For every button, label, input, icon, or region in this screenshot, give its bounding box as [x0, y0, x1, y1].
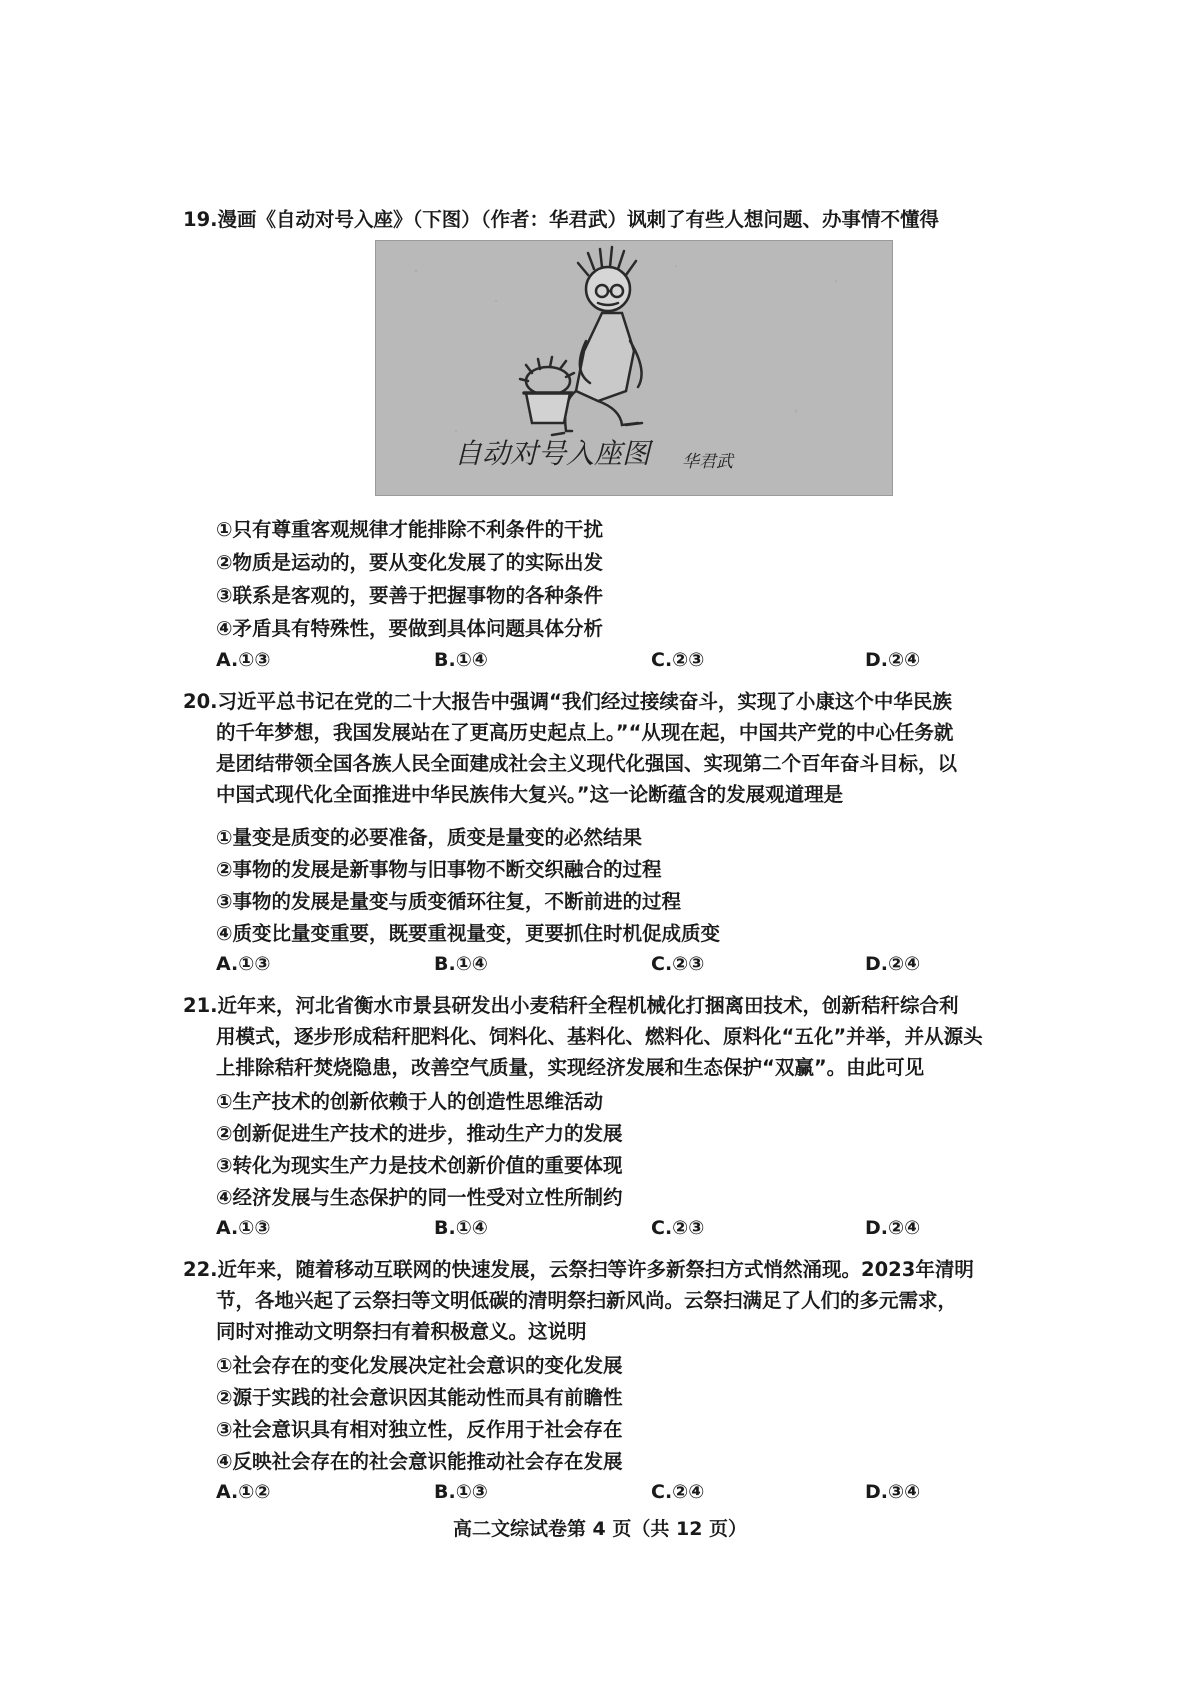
choice-d: D.②④ [865, 649, 921, 671]
q22-option-2: ②源于实践的社会意识因其能动性而具有前瞻性 [216, 1386, 623, 1409]
choice-b: B.①④ [434, 1217, 488, 1239]
choice-a: A.①③ [216, 953, 271, 975]
q20-option-1: ①量变是质变的必要准备，质变是量变的必然结果 [216, 826, 643, 849]
question-20-stem [183, 686, 1023, 810]
question-21-stem [183, 990, 1023, 1083]
question-19-stem [183, 204, 1023, 235]
choice-b: B.①④ [434, 649, 488, 671]
choice-d: D.②④ [865, 1217, 921, 1239]
q20-option-2: ②事物的发展是新事物与旧事物不断交织融合的过程 [216, 858, 662, 881]
stem-line: 中国式现代化全面推进中华民族伟大复兴。”这一论断蕴含的发展观道理是 [216, 783, 844, 806]
cartoon-drawing [376, 241, 892, 495]
q21-option-1: ①生产技术的创新依赖于人的创造性思维活动 [216, 1090, 604, 1113]
stem-line: 同时对推动文明祭扫有着积极意义。这说明 [216, 1320, 587, 1343]
q22-choices [216, 1481, 921, 1511]
choice-a: A.①③ [216, 649, 271, 671]
stem-line: 上排除秸秆焚烧隐患，改善空气质量，实现经济发展和生态保护“双赢”。由此可见 [216, 1056, 925, 1079]
q20-option-3: ③事物的发展是量变与质变循环往复，不断前进的过程 [216, 890, 682, 913]
q21-option-3: ③转化为现实生产力是技术创新价值的重要体现 [216, 1154, 623, 1177]
choice-c: C.②③ [651, 1217, 705, 1239]
q19-choices [216, 649, 921, 679]
choice-d: D.②④ [865, 953, 921, 975]
stem-line: 用模式，逐步形成秸秆肥料化、饲料化、基料化、燃料化、原料化“五化”并举，并从源头 [216, 1025, 983, 1048]
stem-line: 19.漫画《自动对号入座》（下图）（作者：华君武）讽刺了有些人想问题、办事情不懂得 [183, 208, 940, 231]
choice-c: C.②③ [651, 953, 705, 975]
cartoon-figure [375, 240, 893, 496]
q20-option-4: ④质变比量变重要，既要重视量变，更要抓住时机促成质变 [216, 922, 721, 945]
q19-option-1: ①只有尊重客观规律才能排除不利条件的干扰 [216, 518, 604, 541]
q22-option-4: ④反映社会存在的社会意识能推动社会存在发展 [216, 1450, 623, 1473]
cartoon-caption: 自动对号入座图 [454, 437, 651, 470]
choice-c: C.②④ [651, 1481, 705, 1503]
stem-line: 是团结带领全国各族人民全面建成社会主义现代化强国、实现第二个百年奋斗目标，以 [216, 752, 958, 775]
stem-line: 21.近年来，河北省衡水市景县研发出小麦秸秆全程机械化打捆离田技术，创新秸秆综合利 [183, 994, 959, 1017]
choice-c: C.②③ [651, 649, 705, 671]
stem-line: 20.习近平总书记在党的二十大报告中强调“我们经过接续奋斗，实现了小康这个中华民族 [183, 690, 952, 713]
question-22-stem [183, 1254, 1023, 1347]
q19-option-2: ②物质是运动的，要从变化发展了的实际出发 [216, 551, 604, 574]
q20-choices [216, 953, 921, 983]
q22-option-1: ①社会存在的变化发展决定社会意识的变化发展 [216, 1354, 623, 1377]
q22-option-3: ③社会意识具有相对独立性，反作用于社会存在 [216, 1418, 623, 1441]
stem-line: 22.近年来，随着移动互联网的快速发展，云祭扫等许多新祭扫方式悄然涌现。2023年清明 [183, 1258, 974, 1281]
cartoon-signature: 华君武 [682, 452, 733, 472]
choice-a: A.①② [216, 1481, 271, 1503]
q21-option-4: ④经济发展与生态保护的同一性受对立性所制约 [216, 1186, 623, 1209]
q21-choices [216, 1217, 921, 1247]
choice-b: B.①③ [434, 1481, 488, 1503]
choice-d: D.③④ [865, 1481, 921, 1503]
stem-line: 的千年梦想，我国发展站在了更高历史起点上。”“从现在起，中国共产党的中心任务就 [216, 721, 954, 744]
page-footer: 高二文综试卷第 4 页（共 12 页） [452, 1518, 748, 1540]
q21-option-2: ②创新促进生产技术的进步，推动生产力的发展 [216, 1122, 623, 1145]
stem-line: 节，各地兴起了云祭扫等文明低碳的清明祭扫新风尚。云祭扫满足了人们的多元需求， [216, 1289, 958, 1312]
choice-a: A.①③ [216, 1217, 271, 1239]
choice-b: B.①④ [434, 953, 488, 975]
q19-option-4: ④矛盾具有特殊性，要做到具体问题具体分析 [216, 617, 604, 640]
q19-option-3: ③联系是客观的，要善于把握事物的各种条件 [216, 584, 604, 607]
